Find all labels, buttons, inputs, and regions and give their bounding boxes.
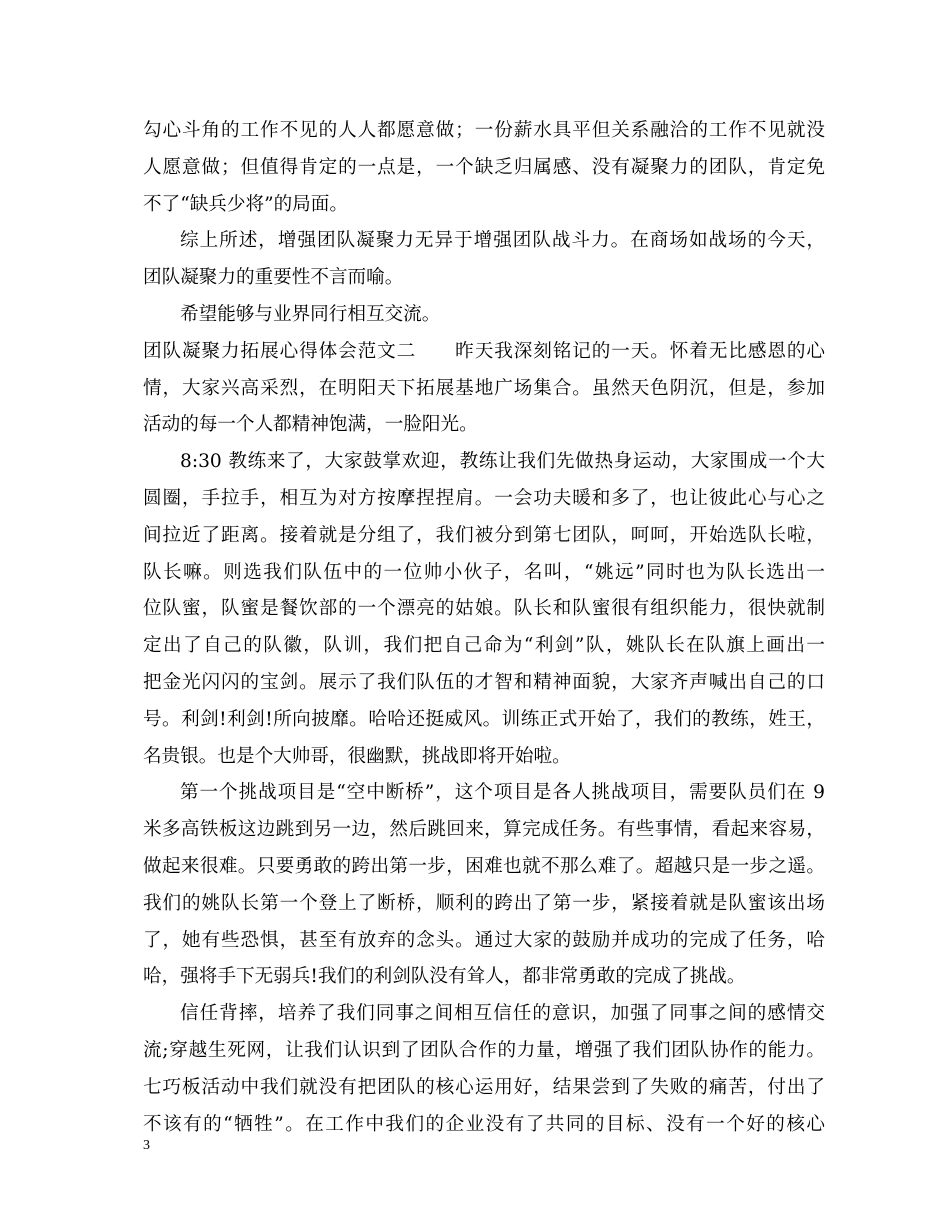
text-line: 号。利剑!利剑!所向披靡。哈哈还挺威风。训练正式开始了，我们的教练，姓王，: [143, 708, 825, 730]
text-line: 第一个挑战项目是“空中断桥”，这个项目是各人挑战项目，需要队员们在 9: [180, 782, 825, 804]
text-line: 综上所述，增强团队凝聚力无异于增强团队战斗力。在商场如战场的今天，: [180, 230, 825, 252]
text-line: 团队凝聚力的重要性不言而喻。: [143, 267, 404, 289]
document-page: [143, 113, 825, 1143]
page-number: 3: [143, 1138, 150, 1153]
text-line: 不该有的“牺牲”。在工作中我们的企业没有了共同的目标、没有一个好的核心: [143, 1113, 825, 1135]
text-line: 定出了自己的队徽，队训，我们把自己命为“利剑”队，姚队长在队旗上画出一: [143, 635, 825, 657]
text-line: 活动的每一个人都精神饱满，一脸阳光。: [143, 414, 478, 436]
text-line: 信任背摔，培养了我们同事之间相互信任的意识，加强了同事之间的感情交: [180, 1003, 825, 1025]
text-line: 流;穿越生死网，让我们认识到了团队合作的力量，增强了我们团队协作的能力。: [143, 1039, 825, 1061]
text-line: 米多高铁板这边跳到另一边，然后跳回来，算完成任务。有些事情，看起来容易，: [143, 819, 825, 841]
text-line: 希望能够与业界同行相互交流。: [180, 303, 441, 325]
text-line: 位队蜜，队蜜是餐饮部的一个漂亮的姑娘。队长和队蜜很有组织能力，很快就制: [143, 598, 825, 620]
text-line: 哈，强将手下无弱兵!我们的利剑队没有耸人，都非常勇敢的完成了挑战。: [143, 966, 746, 988]
text-line: 不了“缺兵少将”的局面。: [143, 193, 348, 215]
section-heading-line: 团队凝聚力拓展心得体会范文二 昨天我深刻铭记的一天。怀着无比感恩的心: [143, 340, 825, 362]
text-line: 8:30 教练来了，大家鼓掌欢迎，教练让我们先做热身运动，大家围成一个大: [180, 451, 825, 473]
text-line: 圆圈，手拉手，相互为对方按摩捏捏肩。一会功夫暖和多了，也让彼此心与心之: [143, 487, 825, 509]
text-line: 名贵银。也是个大帅哥，很幽默，挑战即将开始啦。: [143, 745, 571, 767]
text-line: 七巧板活动中我们就没有把团队的核心运用好，结果尝到了失败的痛苦，付出了: [143, 1076, 825, 1098]
text-line: 间拉近了距离。接着就是分组了，我们被分到第七团队，呵呵，开始选队长啦，: [143, 524, 825, 546]
text-line: 把金光闪闪的宝剑。展示了我们队伍的才智和精神面貌，大家齐声喊出自己的口: [143, 671, 825, 693]
text-line: 做起来很难。只要勇敢的跨出第一步，困难也就不那么难了。超越只是一步之遥。: [143, 855, 825, 877]
text-line: 了，她有些恐惧，甚至有放弃的念头。通过大家的鼓励并成功的完成了任务，哈: [143, 929, 825, 951]
text-line: 勾心斗角的工作不见的人人都愿意做；一份薪水具平但关系融洽的工作不见就没: [143, 120, 825, 141]
text-line: 队长嘛。则选我们队伍中的一位帅小伙子，名叫，“姚远”同时也为队长选出一: [143, 561, 825, 583]
text-line: 情，大家兴高采烈，在明阳天下拓展基地广场集合。虽然天色阴沉，但是，参加: [143, 377, 825, 399]
text-line: 我们的姚队长第一个登上了断桥，顺利的跨出了第一步，紧接着就是队蜜该出场: [143, 892, 825, 914]
text-line: 人愿意做；但值得肯定的一点是，一个缺乏归属感、没有凝聚力的团队，肯定免: [143, 156, 825, 178]
